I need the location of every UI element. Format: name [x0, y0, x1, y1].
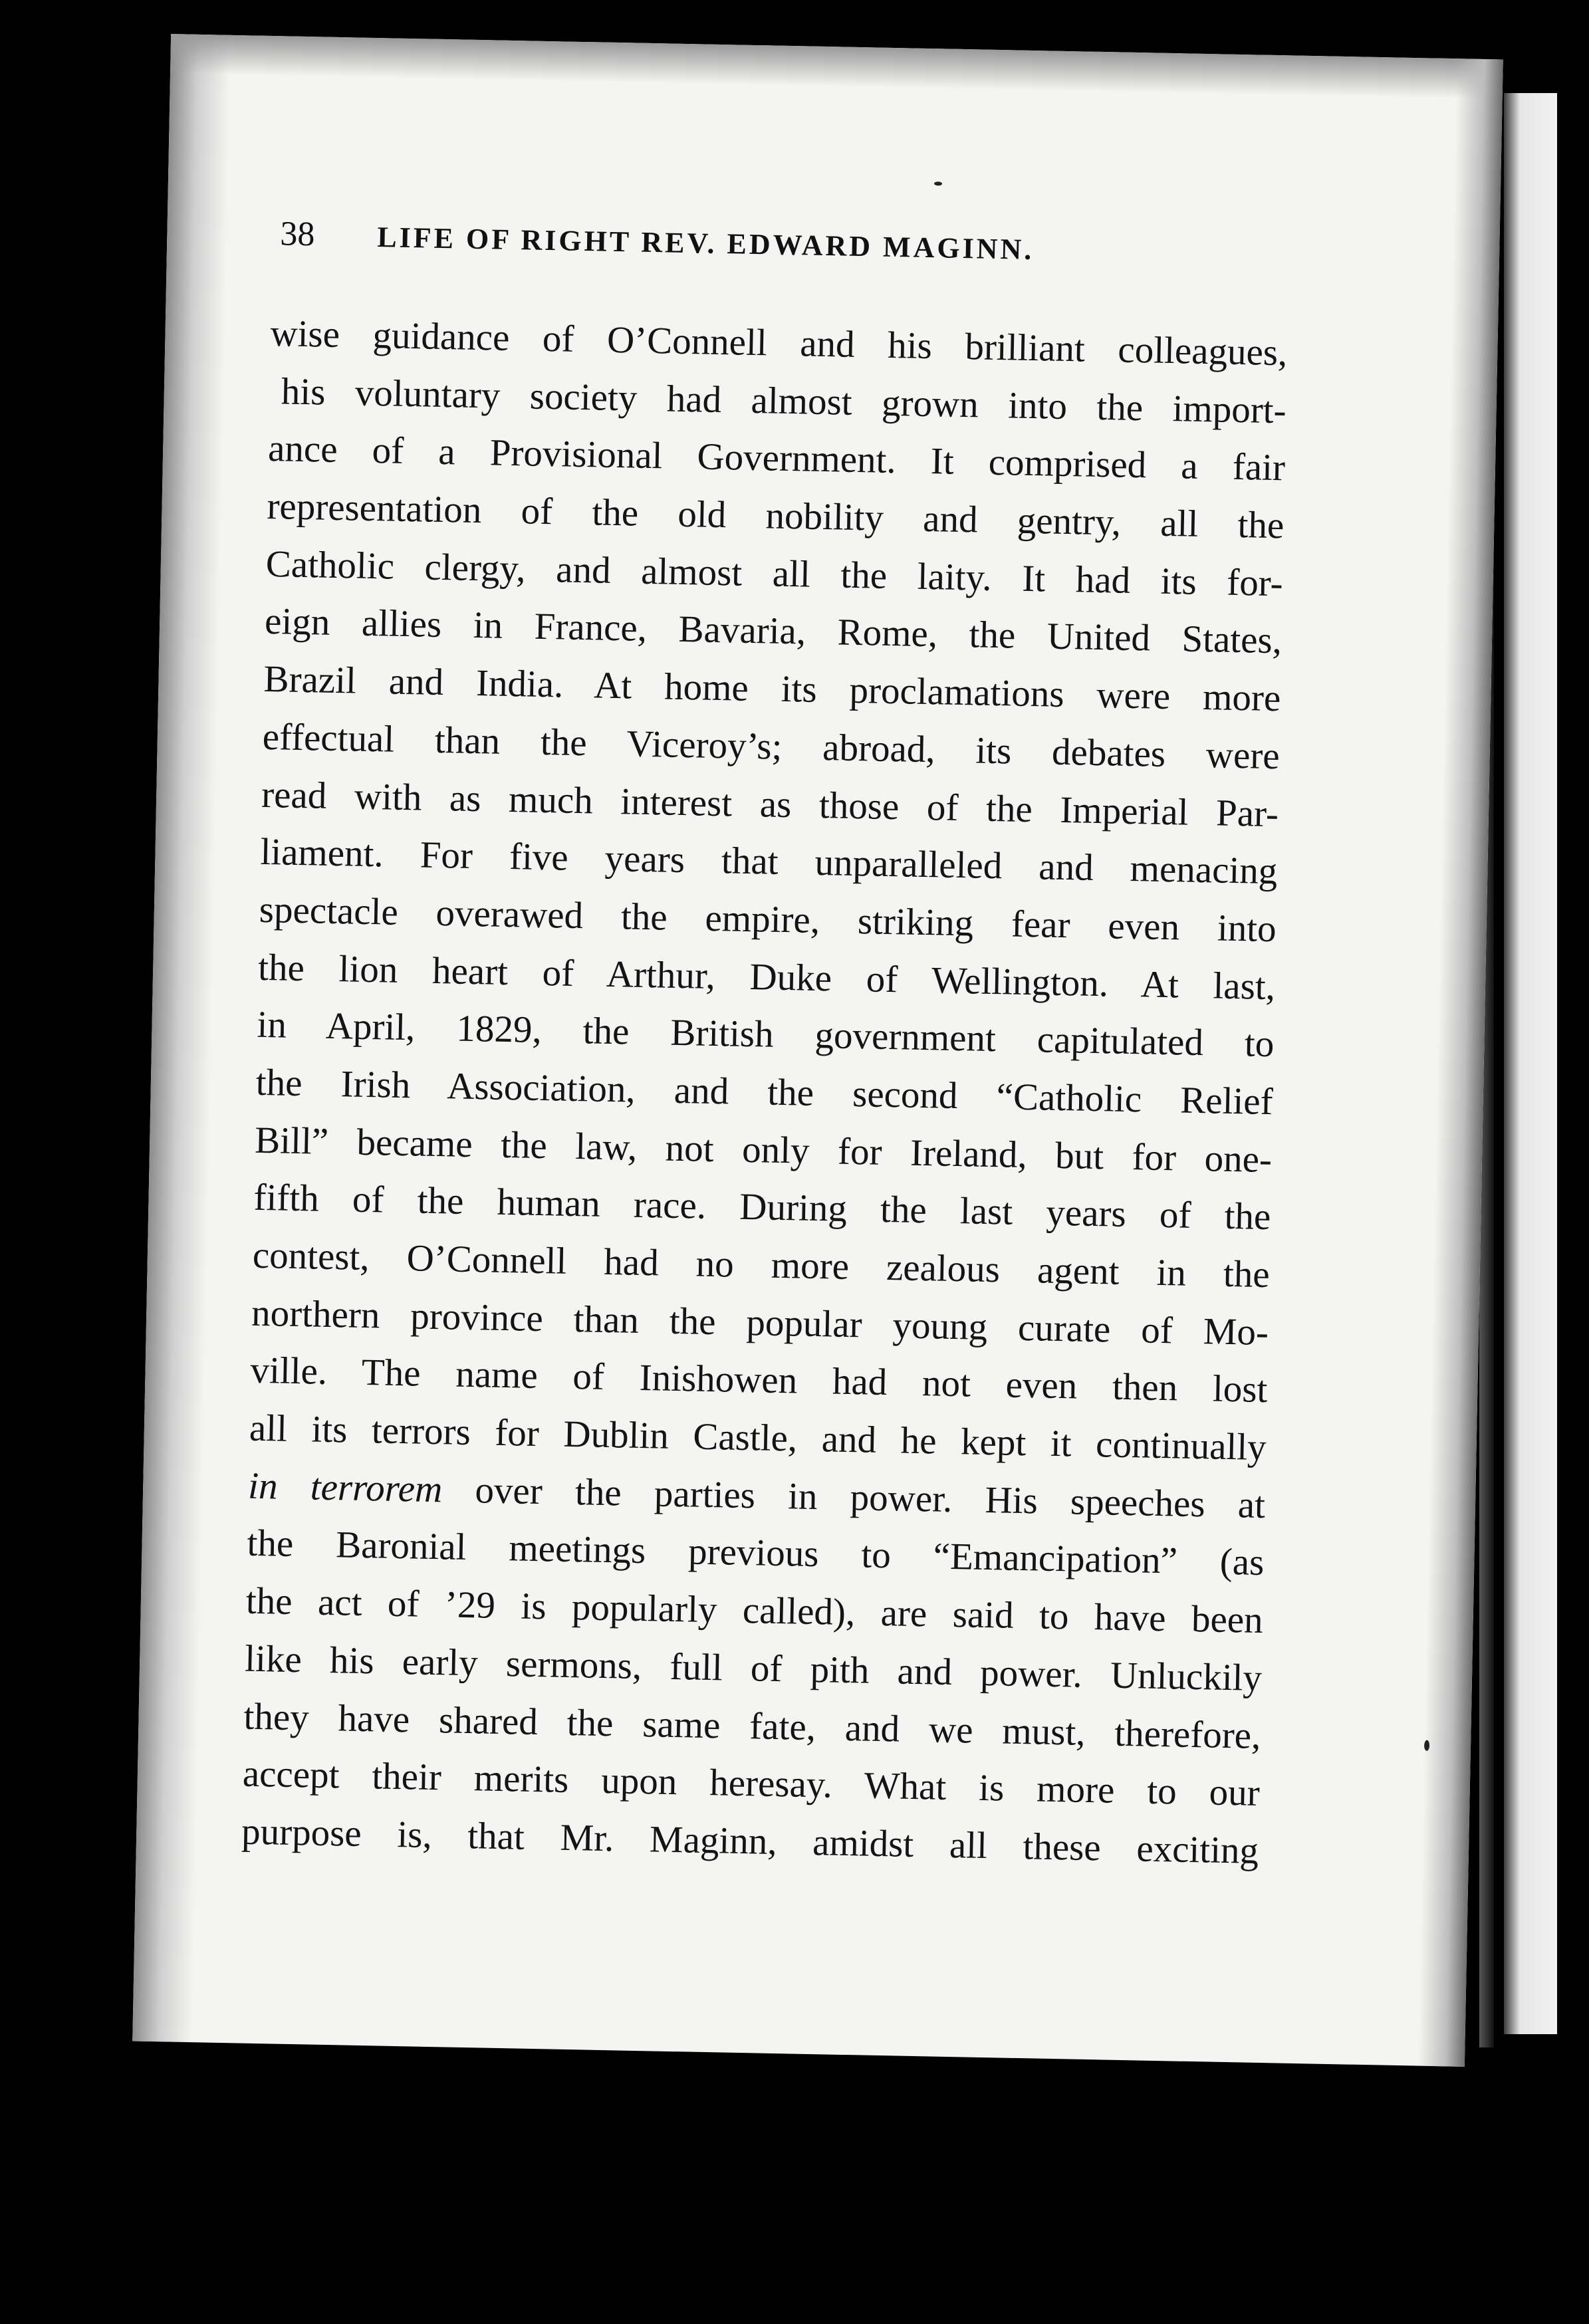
book-page [132, 34, 1503, 2067]
facing-page-edge [1504, 93, 1557, 2034]
text-line: Catholic clergy, and almost all the laity. It had its for- [265, 542, 1284, 605]
text-line: effectual than the Viceroy’s; abroad, its debates were [262, 715, 1281, 778]
text-line: like his early sermons, full of pith and power. Unluckily [244, 1637, 1263, 1699]
text-line: eign allies in France, Bavaria, Rome, the United States, [264, 600, 1283, 662]
text-line: Brazil and India. At home its proclamations were more [263, 658, 1281, 720]
text-line: contest, O’Connell had no more zealous agent in the [252, 1234, 1271, 1296]
text-line: the act of ’29 is popularly called), are said to have been [245, 1579, 1264, 1642]
text-line: the lion heart of Arthur, Duke of Wellington. At last, [257, 946, 1276, 1008]
text-line: northern province than the popular young curate of Mo- [251, 1292, 1269, 1353]
text-line: the Irish Association, and the second “Catholic Relief [255, 1061, 1274, 1123]
text-line: Bill” became the law, not only for Ireland, but for one- [254, 1119, 1273, 1181]
running-title: LIFE OF RIGHT REV. EDWARD MAGINN. [376, 221, 1035, 267]
text-line: read with as much interest as those of the Imperial Par- [261, 773, 1279, 835]
text-line: representation of the old nobility and gentry, all the [266, 485, 1284, 547]
body-text [241, 305, 1288, 1881]
text-line: accept their merits upon heresay. What is more to our [242, 1752, 1261, 1815]
text-line: wise guidance of O’Connell and his brilliant colleagues, [269, 312, 1288, 374]
text-line: his voluntary society had almost grown into the import- [281, 370, 1287, 432]
scan-speck [934, 181, 942, 185]
text-line: spectacle overawed the empire, striking fear even into [259, 888, 1277, 951]
text-line-rest: over the parties in power. His speeches at [474, 1468, 1266, 1526]
italic-phrase: in terrorem [247, 1464, 443, 1511]
page-shadow-top [170, 34, 1503, 99]
running-head [280, 214, 1318, 273]
text-line: in April, 1829, the British government capitulated to [256, 1004, 1275, 1066]
text-line: ance of a Provisional Government. It comprised a fair [267, 427, 1286, 489]
text-line: purpose is, that Mr. Maginn, amidst all these exciting [241, 1810, 1259, 1872]
page-shadow [132, 34, 231, 2042]
text-line: fifth of the human race. During the last years of the [253, 1177, 1271, 1238]
text-line: all its terrors for Dublin Castle, and he kept it continually [249, 1407, 1267, 1469]
text-line: liament. For five years that unparalleled and menacing [259, 831, 1278, 893]
text-line: the Baronial meetings previous to “Emancipation” (as [247, 1522, 1265, 1584]
text-line: they have shared the same fate, and we must, therefore, [243, 1695, 1261, 1757]
text-line: ville. The name of Inishowen had not even then lost [249, 1349, 1268, 1411]
page-number: 38 [279, 215, 315, 254]
